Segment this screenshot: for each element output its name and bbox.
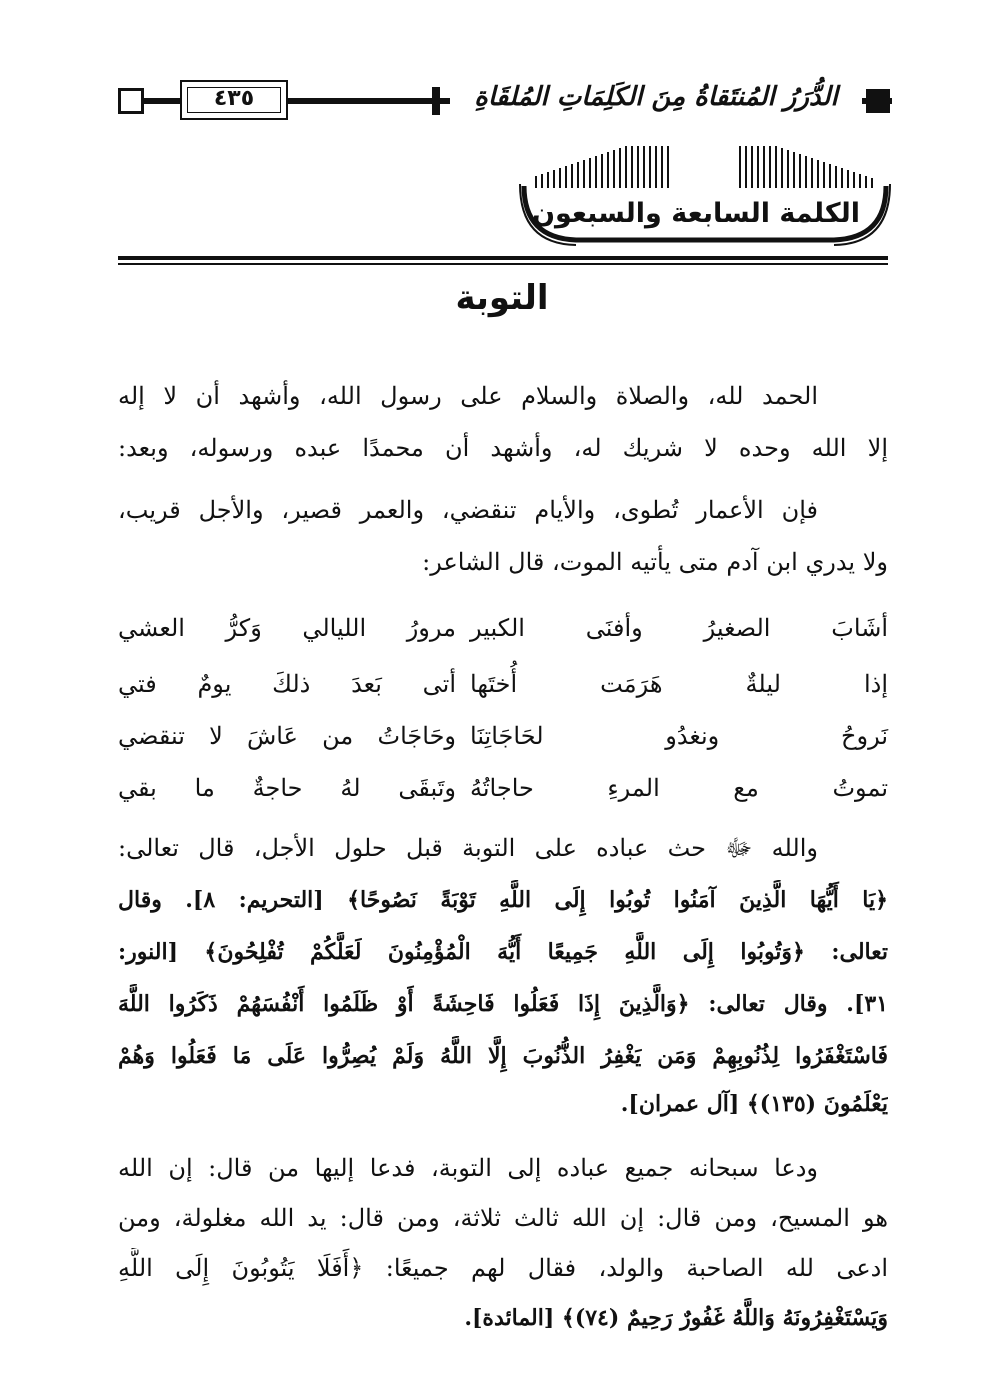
quran-line: فَاسْتَغْفَرُوا لِذُنُوبِهِمْ وَمَن يَغْفِرُ الذُّنُوبَ إِلَّا اللَّهُ وَلَمْ يُصِرُّوا عَلَى مَا فَعَلُوا وَهُمْ: [118, 1043, 888, 1069]
body-line: إلا الله وحده لا شريك له، وأشهد أن محمدًا عبده ورسوله، وبعد:: [118, 434, 888, 462]
quran-line: ﴿يَا أَيُّهَا الَّذِينَ آمَنُوا تُوبُوا إِلَى اللَّهِ تَوْبَةً نَصُوحًا﴾ [التحريم: ٨]. وقال: [118, 887, 888, 913]
title-rule-thick: [118, 256, 888, 260]
poem-hemistich-left: مرورُ الليالي وَكرُّ العشي: [118, 614, 456, 642]
header-rule-middle: [288, 98, 450, 104]
poem-hemistich-right: تموتُ مع المرءِ حاجاتُهُ: [470, 774, 888, 802]
poem-hemistich-right: إذا ليلةٌ هَرَمَت أُختَها: [470, 670, 888, 698]
page-number-frame: [180, 80, 288, 120]
section-title: التوبة: [455, 278, 549, 318]
poem-hemistich-left: وحَاجَاتُ من عَاشَ لا تنقضي: [118, 722, 456, 750]
body-line: هو المسيح، ومن قال: إن الله ثالث ثلاثة، ومن قال: يد الله مغلولة، ومن: [118, 1204, 888, 1232]
body-line: والله ﷻ حث عباده على التوبة قبل حلول الأجل، قال تعالى:: [118, 834, 818, 862]
quran-line: وَيَسْتَغْفِرُونَهُ وَاللَّهُ غَفُورٌ رَحِيمٌ (٧٤)﴾ [المائدة].: [464, 1305, 888, 1331]
header-filled-square: [866, 89, 890, 113]
body-line: ادعى لله الصاحبة والولد، فقال لهم جميعًا: ﴿أَفَلَا يَتُوبُونَ إِلَى اللَّهِ: [118, 1254, 888, 1282]
header-open-square: [118, 88, 144, 114]
header-filled-square-small: [432, 87, 440, 115]
page-number: ٤٣٥: [213, 86, 255, 111]
title-rule-thin: [118, 263, 888, 265]
quran-line: تعالى: ﴿وَتُوبُوا إِلَى اللَّهِ جَمِيعًا أَيُّهَ الْمُؤْمِنُونَ لَعَلَّكُمْ تُفْلِحُونَ﴾ [النور:: [118, 939, 888, 965]
poem-hemistich-left: وتَبقَى لهُ حاجةٌ ما بقي: [118, 774, 456, 802]
body-line: الحمد لله، والصلاة والسلام على رسول الله، وأشهد أن لا إله: [118, 382, 818, 410]
book-title: الدُّرَرُ المُنتَقاةُ مِنَ الكَلِمَاتِ المُلقَاةِ: [450, 82, 862, 112]
poem-hemistich-right: أشَابَ الصغيرُ وأفنَى الكبير: [470, 614, 888, 642]
chapter-cartouche: [516, 146, 894, 246]
chapter-label: الكلمة السابعة والسبعون: [531, 198, 860, 229]
quran-line: ٣١]. وقال تعالى: ﴿وَالَّذِينَ إِذَا فَعَلُوا فَاحِشَةً أَوْ ظَلَمُوا أَنْفُسَهُمْ ذَكَرُوا اللَّهَ: [118, 991, 888, 1017]
body-line: ولا يدري ابن آدم متى يأتيه الموت، قال الشاعر:: [422, 548, 888, 576]
poem-hemistich-right: نَروحُ ونغدُو لحَاجَاتِنَا: [470, 722, 888, 750]
quran-line: يَعْلَمُونَ (١٣٥)﴾ [آل عمران].: [620, 1091, 888, 1117]
poem-hemistich-left: أتى بَعدَ ذلكَ يومٌ فتي: [118, 670, 456, 698]
body-line: فإن الأعمار تُطوى، والأيام تنقضي، والعمر قصير، والأجل قريب،: [118, 496, 818, 524]
body-line: ودعا سبحانه جميع عباده إلى التوبة، فدعا إليها من قال: إن الله: [118, 1154, 818, 1182]
